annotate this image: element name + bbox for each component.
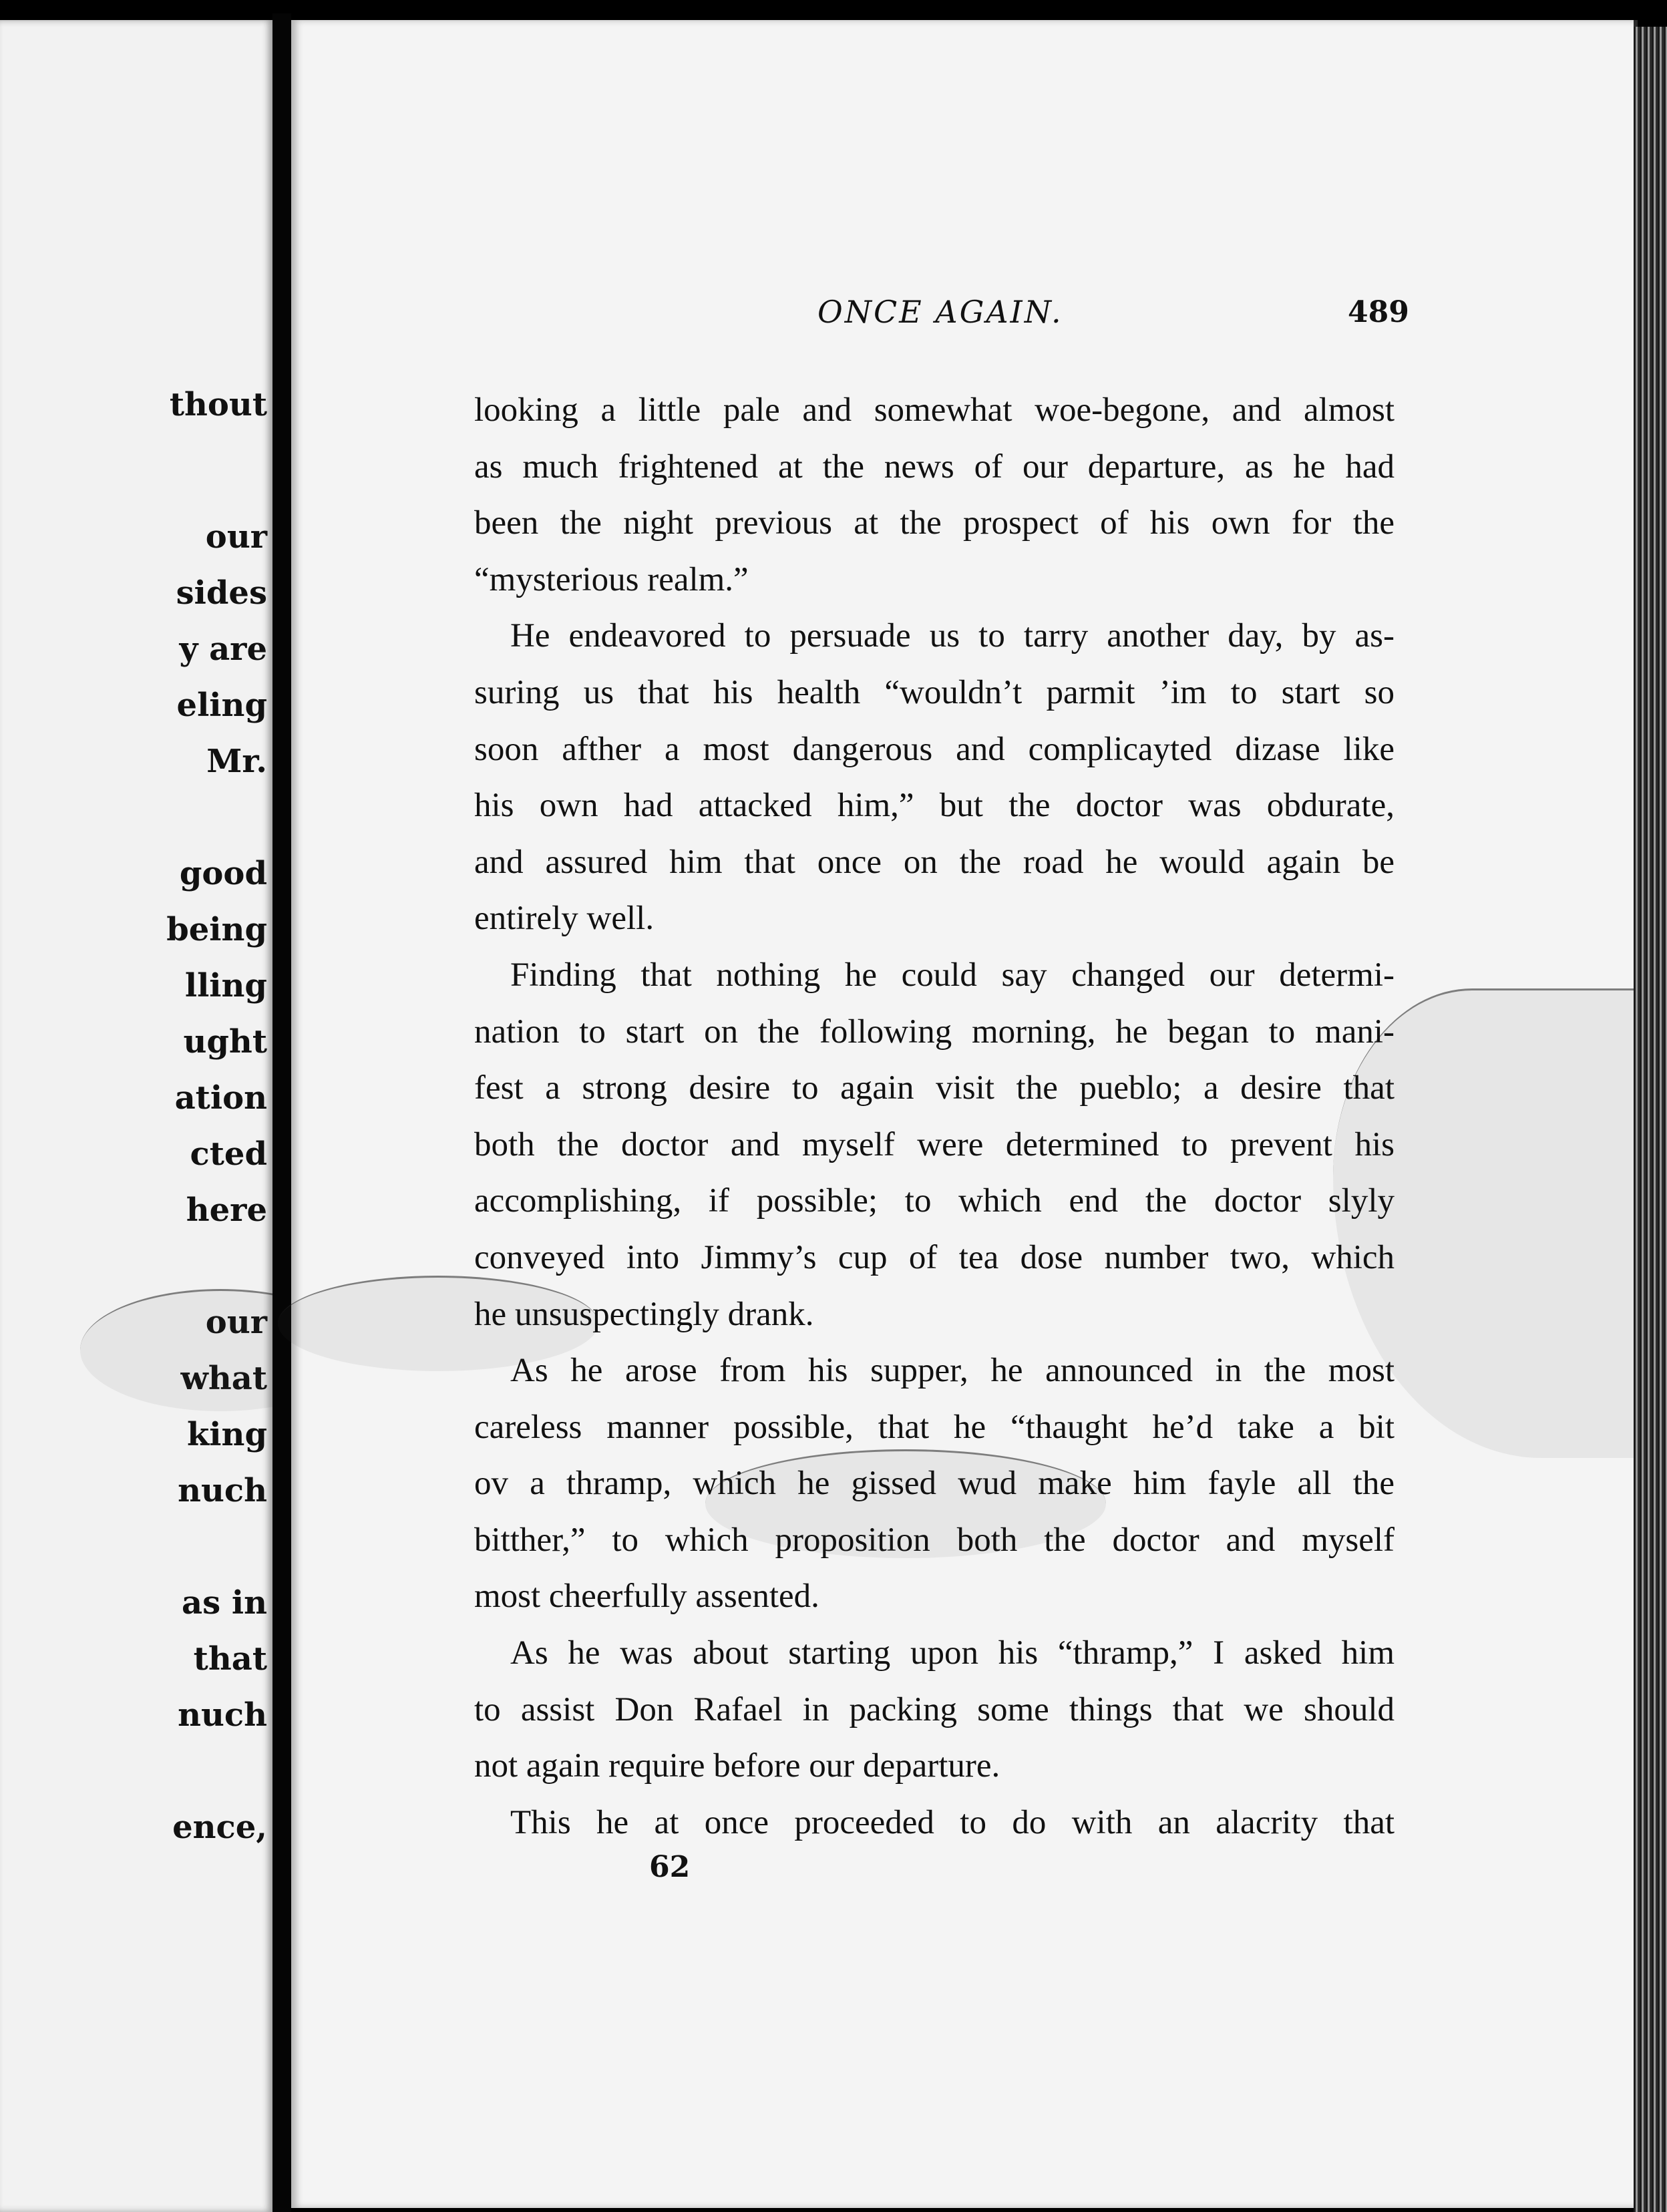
left-page-fragment: nuch [178,1472,267,1509]
left-page-fragment: nuch [178,1696,267,1734]
left-page-fragment: that [193,1640,267,1678]
running-head: ONCE AGAIN. [817,294,1063,330]
left-page-fragment: what [180,1360,267,1397]
text-line: and assured him that once on the road he would again be [474,843,1395,881]
text-line: careless manner possible, that he “thaught he’d take a bit [474,1408,1395,1446]
text-line: bitther,” to which proposition both the doctor and myself [474,1521,1395,1559]
left-page-fragment: our [205,1304,267,1341]
left-page-fragment: ence, [172,1809,267,1846]
text-line: nation to start on the following morning, he began to mani- [474,1012,1395,1051]
text-line: conveyed into Jimmy’s cup of tea dose number two, which [474,1238,1395,1276]
left-page-fragment: as in [182,1584,267,1622]
stain-mark [80,1289,272,1411]
text-line: fest a strong desire to again visit the pueblo; a desire that [474,1069,1395,1107]
text-line: most cheerfully assented. [474,1578,819,1616]
left-page-fragment: being [166,911,267,948]
left-page-fragment: y are [179,630,267,668]
text-line: As he was about starting upon his “thramp,” I asked him [510,1634,1395,1672]
text-line: been the night previous at the prospect of his own for the [474,504,1395,542]
page-number: 489 [1348,295,1409,329]
left-page-fragment: good [179,855,267,892]
left-page-fragment: thout [169,386,267,423]
left-page-fragment: ation [174,1079,267,1117]
left-page-fragment: lling [184,967,267,1004]
text-line: not again require before our departure. [474,1747,1000,1785]
text-line: both the doctor and myself were determined to prevent his [474,1125,1395,1163]
text-line: suring us that his health “wouldn’t parmit ’im to start so [474,673,1395,711]
signature-mark: 62 [649,1850,691,1884]
text-line: he unsuspectingly drank. [474,1295,814,1333]
text-line: to assist Don Rafael in packing some things that we should [474,1690,1395,1728]
text-line: “mysterious realm.” [474,560,749,598]
text-line: entirely well. [474,900,655,938]
left-page-fragment: cted [190,1135,267,1173]
text-line: soon afther a most dangerous and complicayted dizase like [474,730,1395,768]
text-line: accomplishing, if possible; to which end the doctor slyly [474,1182,1395,1220]
left-page [0,20,272,2212]
left-page-fragment: Mr. [206,743,267,780]
left-page-fragment: king [187,1416,267,1453]
text-line: He endeavored to persuade us to tarry another day, by as- [510,617,1395,655]
left-page-fragment: our [205,518,267,556]
left-page-fragment: here [186,1191,267,1229]
text-line: as much frightened at the news of our departure, as he had [474,447,1395,486]
text-line: This he at once proceeded to do with an alacrity that [510,1803,1395,1841]
body-text [474,382,1395,1851]
text-line: looking a little pale and somewhat woe-begone, and almost [474,391,1395,429]
text-line: Finding that nothing he could say changed our determi- [510,956,1395,994]
page-edge [1634,27,1667,2212]
left-page-fragment: ught [183,1023,267,1061]
text-line: ov a thramp, which he gissed wud make him fayle all the [474,1465,1395,1503]
book-gutter [272,13,291,2212]
left-page-fragment: eling [176,687,267,724]
text-line: As he arose from his supper, he announced in the most [510,1352,1395,1390]
text-line: his own had attacked him,” but the doctor was obdurate, [474,787,1395,825]
left-page-fragment: sides [176,574,267,612]
